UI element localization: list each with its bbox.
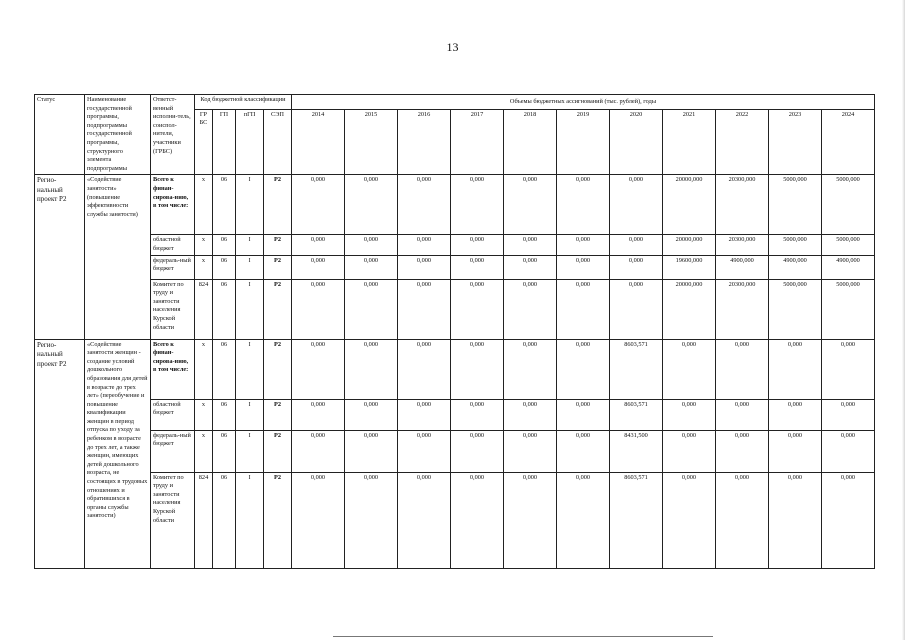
code-cell-pgp: I <box>236 430 264 472</box>
code-cell-gp: 06 <box>213 235 236 255</box>
code-cell-sep: Р2 <box>264 339 292 399</box>
table-row <box>35 235 875 255</box>
code-cell-sep: Р2 <box>264 399 292 430</box>
code-cell-sep: Р2 <box>264 472 292 568</box>
value-cell: 8603,571 <box>610 339 663 399</box>
value-cell: 0,000 <box>716 472 769 568</box>
header-year: 2015 <box>345 109 398 175</box>
value-cell: 0,000 <box>822 399 875 430</box>
value-cell: 20300,000 <box>716 235 769 255</box>
header-code-col: СЭП <box>264 109 292 175</box>
value-cell: 20000,000 <box>663 175 716 235</box>
table-row <box>35 472 875 568</box>
header-year: 2019 <box>557 109 610 175</box>
header-year: 2017 <box>451 109 504 175</box>
value-cell: 5000,000 <box>822 235 875 255</box>
value-cell: 0,000 <box>345 255 398 279</box>
value-cell: 0,000 <box>292 472 345 568</box>
code-cell-gp: 06 <box>213 472 236 568</box>
value-cell: 20300,000 <box>716 279 769 339</box>
value-cell: 0,000 <box>557 472 610 568</box>
value-cell: 8603,571 <box>610 472 663 568</box>
value-cell: 0,000 <box>292 175 345 235</box>
value-cell: 0,000 <box>292 430 345 472</box>
header-year: 2021 <box>663 109 716 175</box>
value-cell: 0,000 <box>292 279 345 339</box>
header-year: 2022 <box>716 109 769 175</box>
source-cell: Комитет по труду и занятости населения Курской области <box>151 279 195 339</box>
value-cell: 0,000 <box>557 399 610 430</box>
code-cell-grbs: x <box>195 175 213 235</box>
header-executor: Ответст-венный исполни-тель, соиспол-нители, участники (ГРБС) <box>151 95 195 175</box>
table-row <box>35 175 875 235</box>
value-cell: 4900,000 <box>822 255 875 279</box>
value-cell: 5000,000 <box>822 279 875 339</box>
value-cell: 0,000 <box>557 235 610 255</box>
value-cell: 8603,571 <box>610 399 663 430</box>
name-cell: «Содействие занятости женщин - создание условий дошкольного образования для детей в возрасте до трех лет» (переобучение и повышение квалификации женщин в период отпуска по уходу за ребенком в возрасте до трех лет, а также женщин, имеющих детей дошкольного возраста, не состоящих в трудовых отношениях и обратившихся в органы службы занятости) <box>85 339 151 568</box>
value-cell: 0,000 <box>504 175 557 235</box>
code-cell-grbs: x <box>195 255 213 279</box>
value-cell: 0,000 <box>398 430 451 472</box>
value-cell: 0,000 <box>451 339 504 399</box>
value-cell: 0,000 <box>663 399 716 430</box>
value-cell: 0,000 <box>345 175 398 235</box>
value-cell: 0,000 <box>663 430 716 472</box>
value-cell: 0,000 <box>345 279 398 339</box>
code-cell-pgp: I <box>236 235 264 255</box>
value-cell: 0,000 <box>769 399 822 430</box>
header-status: Статус <box>35 95 85 175</box>
code-cell-gp: 06 <box>213 339 236 399</box>
code-cell-sep: Р2 <box>264 235 292 255</box>
value-cell: 0,000 <box>557 279 610 339</box>
value-cell: 5000,000 <box>769 235 822 255</box>
value-cell: 0,000 <box>663 339 716 399</box>
header-year: 2020 <box>610 109 663 175</box>
value-cell: 0,000 <box>398 235 451 255</box>
code-cell-gp: 06 <box>213 430 236 472</box>
value-cell: 0,000 <box>663 472 716 568</box>
code-cell-pgp: I <box>236 399 264 430</box>
status-cell: Регио-нальный проект Р2 <box>35 339 85 568</box>
value-cell: 0,000 <box>345 235 398 255</box>
table-row <box>35 339 875 399</box>
value-cell: 0,000 <box>610 279 663 339</box>
header-year: 2018 <box>504 109 557 175</box>
value-cell: 0,000 <box>504 235 557 255</box>
value-cell: 0,000 <box>716 339 769 399</box>
code-cell-pgp: I <box>236 175 264 235</box>
header-code-col: ГР БС <box>195 109 213 175</box>
page-number: 13 <box>446 40 459 54</box>
value-cell: 0,000 <box>398 399 451 430</box>
table-row <box>35 430 875 472</box>
header-year: 2024 <box>822 109 875 175</box>
code-cell-grbs: x <box>195 339 213 399</box>
value-cell: 0,000 <box>398 175 451 235</box>
code-cell-gp: 06 <box>213 279 236 339</box>
code-cell-gp: 06 <box>213 175 236 235</box>
table-row <box>35 279 875 339</box>
source-cell: областной бюджет <box>151 235 195 255</box>
value-cell: 0,000 <box>451 430 504 472</box>
value-cell: 0,000 <box>451 472 504 568</box>
value-cell: 0,000 <box>345 339 398 399</box>
value-cell: 0,000 <box>822 472 875 568</box>
value-cell: 0,000 <box>610 175 663 235</box>
header-code-col: пГП <box>236 109 264 175</box>
value-cell: 0,000 <box>398 279 451 339</box>
code-cell-sep: Р2 <box>264 430 292 472</box>
value-cell: 5000,000 <box>769 279 822 339</box>
value-cell: 20300,000 <box>716 175 769 235</box>
value-cell: 20000,000 <box>663 235 716 255</box>
code-cell-pgp: I <box>236 472 264 568</box>
code-cell-grbs: 824 <box>195 279 213 339</box>
value-cell: 4900,000 <box>716 255 769 279</box>
value-cell: 0,000 <box>451 255 504 279</box>
budget-table <box>34 94 875 569</box>
value-cell: 0,000 <box>292 399 345 430</box>
value-cell: 0,000 <box>716 430 769 472</box>
code-cell-gp: 06 <box>213 255 236 279</box>
value-cell: 0,000 <box>822 430 875 472</box>
code-cell-pgp: I <box>236 255 264 279</box>
value-cell: 0,000 <box>716 399 769 430</box>
header-code-col: ГП <box>213 109 236 175</box>
value-cell: 0,000 <box>557 255 610 279</box>
source-cell: федераль-ный бюджет <box>151 255 195 279</box>
header-name: Наименование государственной программы, подпрограммы государственной программы, структурного элемента подпрограммы <box>85 95 151 175</box>
code-cell-grbs: x <box>195 430 213 472</box>
value-cell: 0,000 <box>557 430 610 472</box>
source-cell: Комитет по труду и занятости населения Курской области <box>151 472 195 568</box>
value-cell: 0,000 <box>292 235 345 255</box>
value-cell: 0,000 <box>292 339 345 399</box>
source-cell: Всего к финан-сирова-нию, в том числе: <box>151 175 195 235</box>
value-cell: 0,000 <box>504 472 557 568</box>
header-code-group: Код бюджетной классификации <box>195 95 292 110</box>
value-cell: 4900,000 <box>769 255 822 279</box>
header-volumes: Объемы бюджетных ассигнований (тыс. рублей), годы <box>292 95 875 110</box>
code-cell-pgp: I <box>236 279 264 339</box>
code-cell-grbs: x <box>195 235 213 255</box>
value-cell: 5000,000 <box>822 175 875 235</box>
value-cell: 0,000 <box>610 255 663 279</box>
value-cell: 0,000 <box>769 430 822 472</box>
value-cell: 0,000 <box>451 399 504 430</box>
code-cell-gp: 06 <box>213 399 236 430</box>
value-cell: 0,000 <box>610 235 663 255</box>
value-cell: 8431,500 <box>610 430 663 472</box>
value-cell: 0,000 <box>769 339 822 399</box>
value-cell: 0,000 <box>504 339 557 399</box>
code-cell-grbs: 824 <box>195 472 213 568</box>
code-cell-sep: Р2 <box>264 255 292 279</box>
header-year: 2014 <box>292 109 345 175</box>
status-cell: Регио-нальный проект Р2 <box>35 175 85 339</box>
value-cell: 0,000 <box>398 255 451 279</box>
value-cell: 0,000 <box>292 255 345 279</box>
value-cell: 0,000 <box>504 430 557 472</box>
table-row <box>35 255 875 279</box>
value-cell: 0,000 <box>345 430 398 472</box>
value-cell: 5000,000 <box>769 175 822 235</box>
value-cell: 0,000 <box>345 399 398 430</box>
value-cell: 19600,000 <box>663 255 716 279</box>
code-cell-sep: Р2 <box>264 279 292 339</box>
source-cell: областной бюджет <box>151 399 195 430</box>
value-cell: 0,000 <box>451 279 504 339</box>
source-cell: федераль-ный бюджет <box>151 430 195 472</box>
value-cell: 0,000 <box>822 339 875 399</box>
value-cell: 20000,000 <box>663 279 716 339</box>
value-cell: 0,000 <box>398 472 451 568</box>
code-cell-grbs: x <box>195 399 213 430</box>
value-cell: 0,000 <box>557 339 610 399</box>
footer-rule <box>333 636 713 637</box>
header-year: 2023 <box>769 109 822 175</box>
value-cell: 0,000 <box>398 339 451 399</box>
value-cell: 0,000 <box>451 235 504 255</box>
header-year: 2016 <box>398 109 451 175</box>
value-cell: 0,000 <box>345 472 398 568</box>
value-cell: 0,000 <box>504 255 557 279</box>
header-row-1 <box>35 95 875 110</box>
table-row <box>35 399 875 430</box>
value-cell: 0,000 <box>504 399 557 430</box>
code-cell-sep: Р2 <box>264 175 292 235</box>
source-cell: Всего к финан-сирова-нию, в том числе: <box>151 339 195 399</box>
value-cell: 0,000 <box>557 175 610 235</box>
value-cell: 0,000 <box>504 279 557 339</box>
value-cell: 0,000 <box>769 472 822 568</box>
value-cell: 0,000 <box>451 175 504 235</box>
name-cell: «Содействие занятости» (повышение эффективности службы занятости) <box>85 175 151 339</box>
code-cell-pgp: I <box>236 339 264 399</box>
